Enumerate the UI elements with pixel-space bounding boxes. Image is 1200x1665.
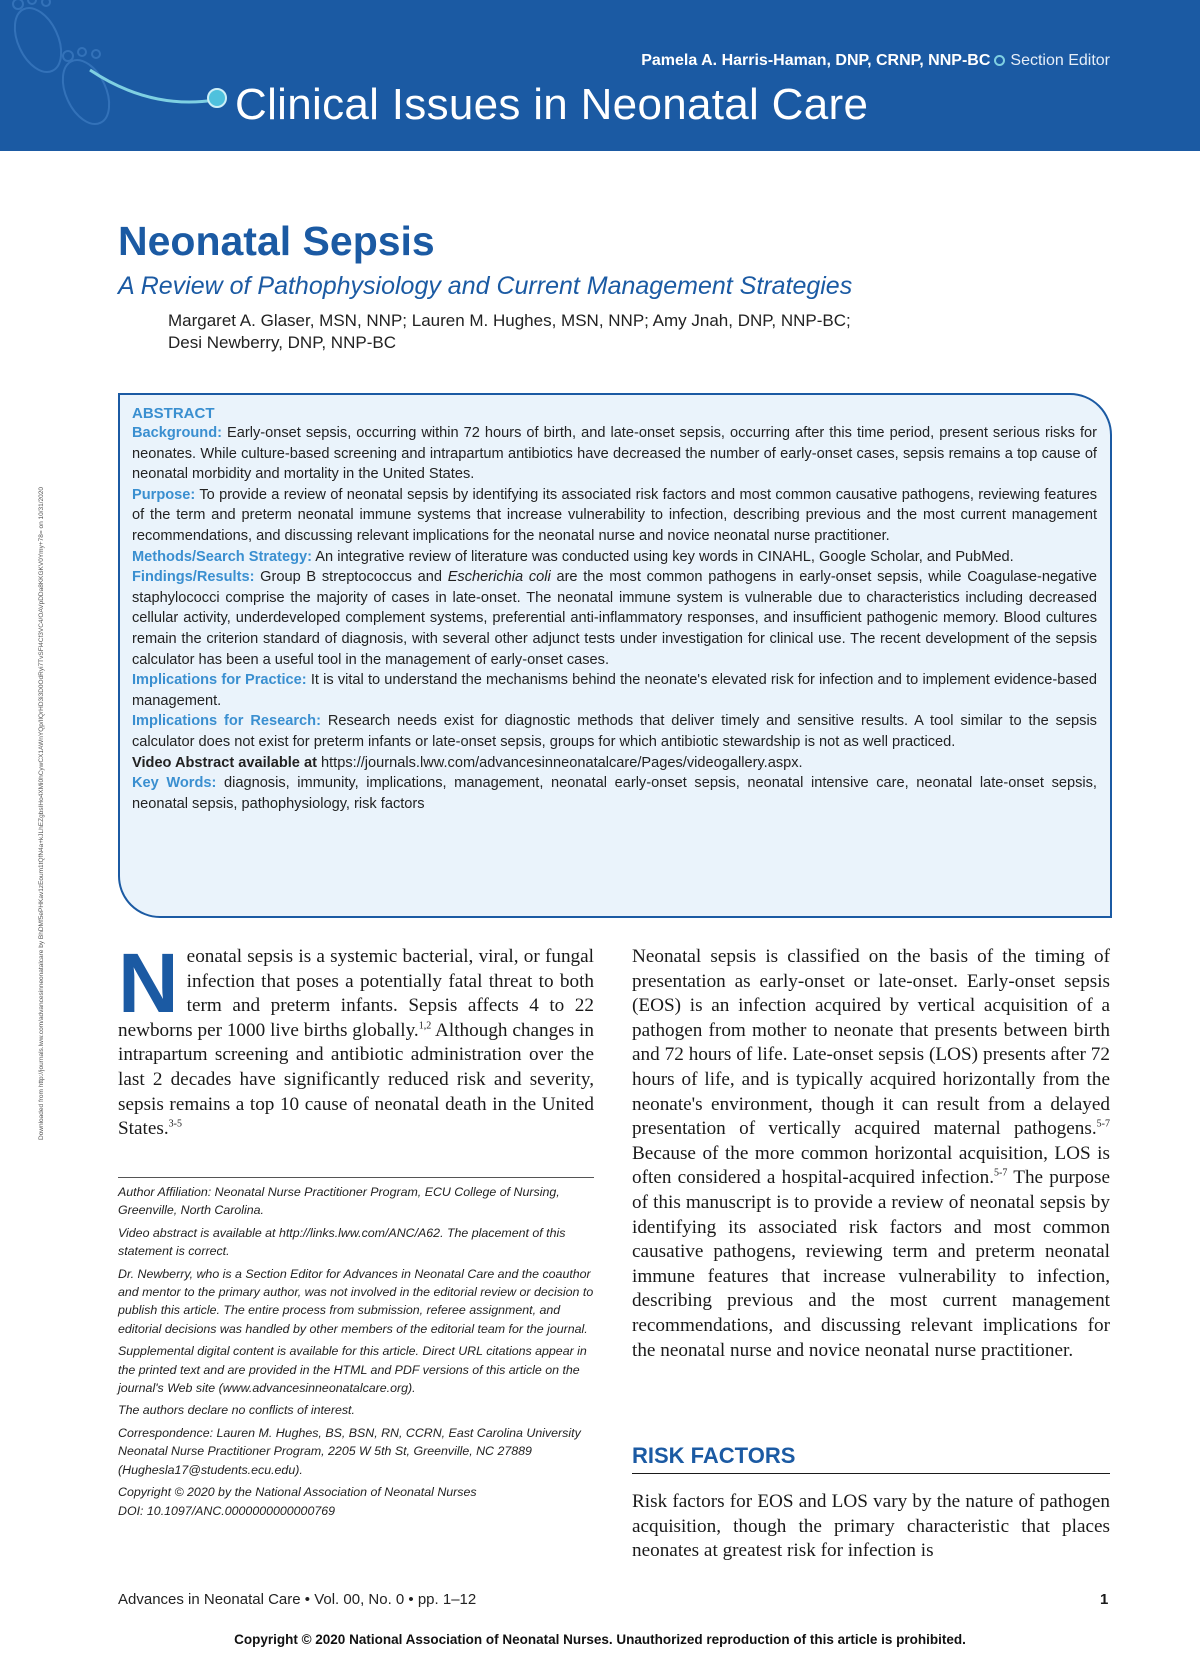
citation: 5-7 (1096, 1118, 1110, 1130)
section-marker-dot (207, 88, 227, 108)
article-subtitle: A Review of Pathophysiology and Current Management Strategies (118, 272, 853, 300)
citation: 5-7 (994, 1167, 1008, 1179)
risk-factors-heading: RISK FACTORS (632, 1443, 796, 1468)
pathogen-name: Escherichia coli (447, 569, 551, 586)
risk-factors-text: Risk factors for EOS and LOS vary by the nature of pathogen acquisition, though the primary characteristic that places neonates at greatest risk for infection is (632, 1491, 1110, 1562)
methods-label: Methods/Search Strategy: (132, 548, 313, 565)
journal-citation: Advances in Neonatal Care • Vol. 00, No. 0 • pp. 1–12 (118, 1591, 477, 1608)
body-column-right (632, 945, 1110, 1363)
authors-line: Margaret A. Glaser, MSN, NNP; Lauren M. Hughes, MSN, NNP; Amy Jnah, DNP, NNP-BC; (168, 311, 851, 330)
keywords-text: diagnosis, immunity, implications, management, neonatal early-onset sepsis, neonatal intensive care, neonatal late-onset sepsis, neonatal sepsis, pathophysiology, risk factors (132, 775, 1097, 812)
body-text: Neonatal sepsis is classified on the basis of the timing of presentation as early-onset or late-onset. Early-onset sepsis (EOS) is an infection acquired by vertical acquisition of a pathogen from mother to neonate that presents between birth and 72 hours of life. Late-onset sepsis (LOS) presents after 72 hours of life, and is typically acquired horizontally from the neonate's environment, though it can result from a delayed presentation of vertically acquired maternal pathogens. (632, 946, 1110, 1140)
footnote-video: Video abstract is available at http://links.lww.com/ANC/A62. The placement of this statement is correct. (118, 1225, 566, 1259)
abstract-background (132, 423, 1097, 485)
research-label: Implications for Research: (132, 713, 321, 730)
author-list (168, 310, 1068, 354)
section-banner (0, 0, 1200, 151)
purpose-text: To provide a review of neonatal sepsis by identifying its associated risk factors and most common causative pathogens, reviewing features of the term and preterm neonatal immune systems that increase vulnerability to infection, describing previous and the most current management recommendations, and discussing relevant implications for the neonatal nurse and novice neonatal nurse practitioner. (132, 486, 1097, 544)
abstract-findings (132, 567, 1097, 670)
footnote-affiliation: Author Affiliation: Neonatal Nurse Practitioner Program, ECU College of Nursing, Greenville, North Carolina. (118, 1185, 560, 1218)
body-text: The purpose of this manuscript is to provide a review of neonatal sepsis by identifying its associated risk factors and most common causative pathogens, reviewing term and preterm neonatal immune features that increase vulnerability to infection, describing previous and the most current management recommendations, and discussing relevant implications for the neonatal nurse and novice neonatal nurse practitioner. (632, 1167, 1110, 1361)
body-text: Because of the more common horizontal acquisition, LOS is often considered a hospital-acquired infection. (632, 1142, 1110, 1189)
abstract-box (118, 393, 1112, 918)
circle-icon (994, 55, 1005, 66)
authors-line: Desi Newberry, DNP, NNP-BC (168, 333, 396, 352)
abstract-video (132, 753, 1097, 774)
purpose-label: Purpose: (132, 486, 196, 503)
background-label: Background: (132, 425, 222, 441)
abstract-purpose (132, 485, 1097, 547)
practice-text: It is vital to understand the mechanisms behind the neonate's elevated risk for infection and to implement evidence-based management. (132, 672, 1097, 709)
abstract-practice (132, 670, 1097, 711)
footnote-editor-disclosure: Dr. Newberry, who is a Section Editor for Advances in Neonatal Care and the coauthor and mentor to the primary author, was not involved in the editorial review or decision to publish this article. The entire process from submission, referee assignment, and editorial decisions was handled by other members of the editorial team for the journal. (118, 1266, 594, 1336)
abstract-methods (132, 547, 1097, 568)
findings-text: are the most common pathogens in early-onset sepsis, while Coagulase-negative staphylococci comprise the majority of cases in late-onset. The neonatal immune system is vulnerable due to characteristics including decreased cellular activity, underdeveloped complement systems, preferential anti-inflammatory responses, and insufficient pathogenic memory. Blood cultures remain the criterion standard of diagnosis, with several other adjunct tests under investigation for clinical use. The recent development of the sepsis calculator has been a useful tool in the management of early-onset cases. (132, 569, 1098, 668)
body-text: Although changes in intrapartum screening and antibiotic administration over the last 2 decades have significantly reduced risk and severity, sepsis remains a top 10 cause of neonatal death in the United States. (118, 1019, 594, 1140)
methods-text: An integrative review of literature was conducted using key words in CINAHL, Google Scholar, and PubMed. (315, 548, 1014, 565)
research-text: Research needs exist for diagnostic methods that deliver timely and sensitive results. A tool similar to the sepsis calculator does not exist for preterm infants or late-onset sepsis, groups for which antibiotic stewardship is not as well practiced. (132, 713, 1097, 750)
editor-role: Section Editor (1010, 52, 1110, 69)
citation: 1,2 (418, 1020, 432, 1032)
footnote-copyright: Copyright © 2020 by the National Association of Neonatal Nurses (118, 1485, 477, 1500)
footnote-conflicts: The authors declare no conflicts of interest. (118, 1403, 355, 1418)
footnote-divider (118, 1177, 594, 1178)
drop-cap: N (118, 936, 179, 1030)
video-abstract-link[interactable]: https://journals.lww.com/advancesinneonatalcare/Pages/videogallery.aspx. (321, 754, 803, 771)
footnote-supplemental: Supplemental digital content is available for this article. Direct URL citations appear in the printed text and are provided in the HTML and PDF versions of this article on the journal's Web site (www.advancesinneonatalcare.org). (118, 1344, 587, 1396)
section-editor-credit (641, 52, 1110, 70)
abstract-heading: ABSTRACT (132, 405, 215, 422)
abstract-keywords (132, 773, 1097, 814)
body-column-left (118, 936, 594, 1142)
findings-text: Group B streptococcus and (260, 569, 442, 586)
footnote-correspondence: Correspondence: Lauren M. Hughes, BS, BSN, RN, CCRN, East Carolina University Neonatal Nurse Practitioner Program, 2205 W 5th St, Greenville, NC 27889 (Hughesla17@students.ecu.edu). (118, 1425, 581, 1477)
download-watermark: Downloaded from http://journals.lww.com/advancesinneonatalcare by BhDMf5ePHKav1zEoum1tQfN4a+kJLhEZgbsIHo4XMi0hCywCX1AWnYQp/IlQrHD3i3D0OdRyi7TvSFl4Cf3VC4/OAVpDDa8KKGKV0Ymy+78= on 10/31/2020 (38, 486, 45, 1140)
body-text: eonatal sepsis is a systemic bacterial, viral, or fungal infection that poses a potentially fatal threat to both term and preterm infants. Sepsis affects 4 to 22 newborns per 1000 live births globally. (118, 946, 594, 1041)
article-title: Neonatal Sepsis (118, 218, 435, 264)
findings-label: Findings/Results: (132, 569, 255, 586)
footnote-doi: DOI: 10.1097/ANC.0000000000000769 (118, 1503, 336, 1518)
background-text: Early-onset sepsis, occurring within 72 hours of birth, and late-onset sepsis, occurring after this time period, present serious risks for neonates. While culture-based screening and intrapartum antibiotics have decreased the number of early-onset cases, sepsis remains a top cause of neonatal morbidity and mortality in the United States. (132, 425, 1098, 483)
copyright-notice: Copyright © 2020 National Association of Neonatal Nurses. Unauthorized reproduction of this article is prohibited. (234, 1632, 966, 1647)
footnotes (118, 1183, 594, 1520)
citation: 3-5 (168, 1118, 182, 1130)
keywords-label: Key Words: (132, 775, 217, 792)
practice-label: Implications for Practice: (132, 672, 307, 689)
editor-name: Pamela A. Harris-Haman, DNP, CRNP, NNP-BC (641, 52, 991, 69)
abstract-research (132, 711, 1097, 752)
video-label: Video Abstract available at (132, 754, 317, 771)
page-number: 1 (1100, 1591, 1109, 1608)
heading-divider (632, 1473, 1110, 1474)
journal-section-title: Clinical Issues in Neonatal Care (235, 80, 869, 129)
